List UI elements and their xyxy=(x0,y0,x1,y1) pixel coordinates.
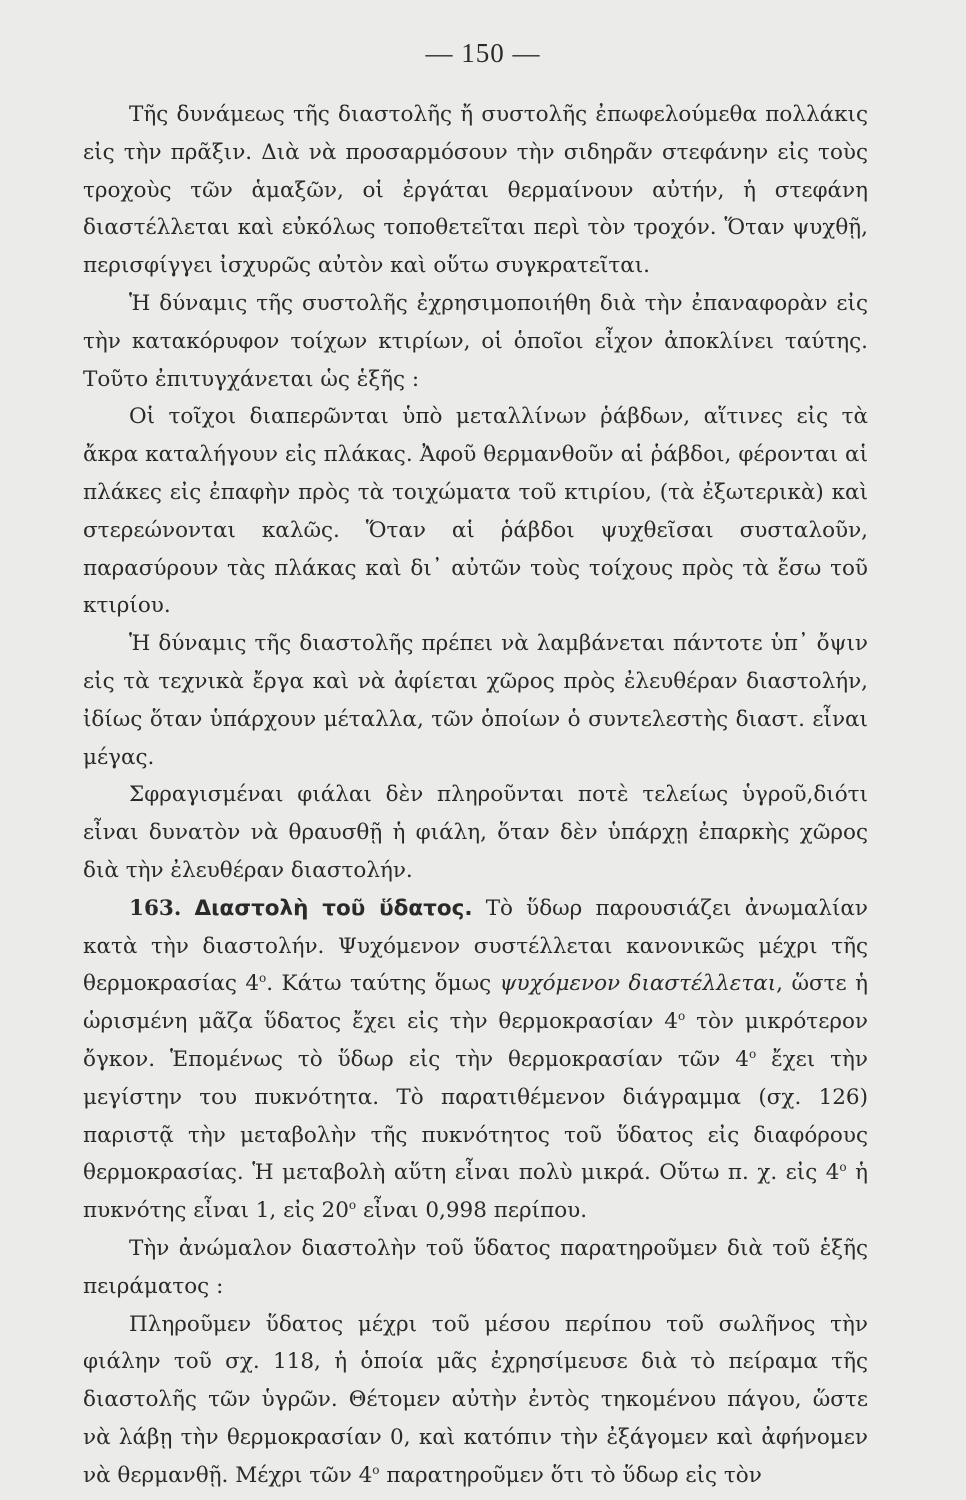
text-run: . Κάτω ταύτης ὅμως xyxy=(266,971,500,997)
degree-sup: ο xyxy=(259,971,267,986)
text-run: τὸν μικρότερον ὄγκον. Ἑπομένως τὸ ὕδωρ εἰς τὴν θερμοκρασίαν τῶν 4 xyxy=(83,1009,868,1072)
section-number: 163. xyxy=(129,895,182,921)
degree-sup: ο xyxy=(348,1197,357,1212)
text-run: παρατηροῦμεν ὅτι τὸ ὕδωρ εἰς τὸν xyxy=(379,1462,762,1488)
paragraph-contraction-walls: Ἡ δύναμις τῆς συστολῆς ἐχρησιμοποιήθη διὰ τὴν ἐπαναφορὰν εἰς τὴν κατακόρυφον τοίχων κτιρίων, οἱ ὁποῖοι εἶχον ἀποκλίνει ταύτης. Τοῦτο ἐπιτυγχάνεται ὡς ἑξῆς : xyxy=(83,290,868,392)
text-run: ἡ πυκνότης εἶναι 1, εἰς 20 xyxy=(83,1160,868,1224)
degree-sup: ο xyxy=(372,1462,380,1477)
paragraph-rods-method: Οἱ τοῖχοι διαπερῶνται ὑπὸ μεταλλίνων ῥάβδων, αἵτινες εἰς τὰ ἄκρα καταλήγουν εἰς πλάκας. Ἀφοῦ θερμανθοῦν αἱ ῥάβδοι, φέρονται αἱ πλάκες εἰς ἐπαφὴν πρὸς τὰ τοιχώματα τοῦ κτιρίου, (τὰ ἐξωτερικὰ) καὶ στερεώνονται καλῶς. Ὅταν αἱ ῥάβδοι ψυχθεῖσαι συσταλοῦν, παρασύρουν τὰς πλάκας καὶ δι᾽ αὐτῶν τοὺς τοίχους πρὸς τὰ ἔσω τοῦ κτιρίου. xyxy=(83,404,868,619)
paragraph-experiment xyxy=(83,1306,868,1495)
text-run: , ὥστε ἡ ὡρισμένη μᾶζα ὕδατος ἔχει εἰς τὴν θερμοκρασίαν 4 xyxy=(83,971,868,1035)
paragraph-sealed-bottles: Σφραγισμέναι φιάλαι δὲν πληροῦνται ποτὲ τελείως ὑγροῦ,διότι εἶναι δυνατὸν νὰ θραυσθῇ ἡ φιάλη, ὅταν δὲν ὑπάρχῃ ἐπαρκὴς χῶρος διὰ τὴν ἐλευθέραν διαστολήν. xyxy=(83,782,868,883)
emphasized-text: ψυχόμενον διαστέλλεται xyxy=(499,971,777,997)
section-163-paragraph xyxy=(83,890,868,1230)
degree-sup: ο xyxy=(748,1046,757,1061)
page-number: — 150 — xyxy=(425,38,541,68)
section-title: Διαστολὴ τοῦ ὕδατος. xyxy=(194,895,473,921)
text-run: εἶναι 0,998 περίπου. xyxy=(356,1198,588,1224)
body-text xyxy=(83,96,868,1494)
text-run: Τὸ ὕδωρ παρουσιάζει ἀνωμαλίαν κατὰ τὴν διαστολήν. Ψυχόμενον συστέλλεται κανονικῶς μέχρι τῆς θερμοκρασίας 4 xyxy=(83,895,869,997)
text-run: Πληροῦμεν ὕδατος μέχρι τοῦ μέσου περίπου τοῦ σωλῆνος τὴν φιάλην τοῦ σχ. 118, ἡ ὁποία μᾶς ἐχρησίμευσε διὰ τὸ πείραμα τῆς διαστολῆς τῶν ὑγρῶν. Θέτομεν αὐτὴν ἐντὸς τηκομένου πάγου, ὥστε νὰ λάβῃ τὴν θερμοκρασίαν 0, καὶ κατόπιν τὴν ἐξάγομεν καὶ ἀφήνομεν νὰ θερμανθῇ. Μέχρι τῶν 4 xyxy=(83,1311,868,1488)
degree-sup: ο xyxy=(677,1008,686,1023)
paragraph-anomalous-expansion: Τὴν ἀνώμαλον διαστολὴν τοῦ ὕδατος παρατηροῦμεν διὰ τοῦ ἑξῆς πειράματος : xyxy=(83,1235,868,1299)
degree-sup: ο xyxy=(839,1160,847,1175)
paragraph-technical-works: Ἡ δύναμις τῆς διαστολῆς πρέπει νὰ λαμβάνεται πάντοτε ὑπ᾽ ὄψιν εἰς τὰ τεχνικὰ ἔργα καὶ νὰ ἀφίεται χῶρος πρὸς ἐλευθέραν διαστολήν, ἰδίως ὅταν ὑπάρχουν μέταλλα, τῶν ὁποίων ὁ συντελεστὴς διαστ. εἶναι μέγας. xyxy=(83,631,868,770)
paragraph-expansion-uses: Τῆς δυνάμεως τῆς διαστολῆς ἤ συστολῆς ἐπωφελούμεθα πολλάκις εἰς τὴν πρᾶξιν. Διὰ νὰ προσαρμόσουν τὴν σιδηρᾶν στεφάνην εἰς τοὺς τροχοὺς τῶν ἁμαξῶν, οἱ ἐργάται θερμαίνουν αὐτήν, ἡ στεφάνη διαστέλλεται καὶ εὐκόλως τοποθετεῖται περὶ τὸν τροχόν. Ὅταν ψυχθῇ, περισφίγγει ἰσχυρῶς αὐτὸν καὶ οὕτω συγκρατεῖται. xyxy=(83,102,868,279)
text-run: ἔχει τὴν μεγίστην του πυκνότητα. Τὸ παρατιθέμενον διάγραμμα (σχ. 126) παριστᾷ τὴν μεταβολὴν τῆς πυκνότητος τοῦ ὕδατος εἰς διαφόρους θερμοκρασίας. Ἡ μεταβολὴ αὕτη εἶναι πολὺ μικρά. Οὕτω π. χ. εἰς 4 xyxy=(83,1046,868,1186)
